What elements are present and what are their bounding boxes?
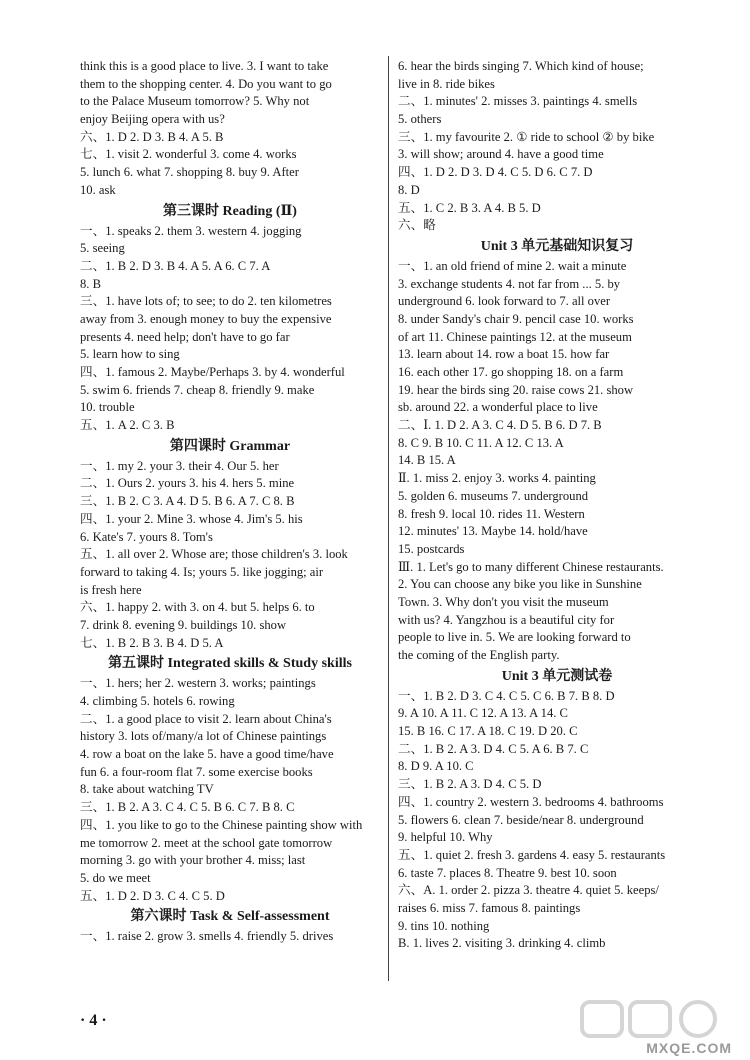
section-heading: 第五课时 Integrated skills & Study skills bbox=[108, 656, 352, 672]
answer-line: 三、1. B 2. A 3. D 4. C 5. D bbox=[398, 777, 542, 792]
answer-line: 16. each other 17. go shopping 18. on a farm bbox=[398, 365, 624, 379]
answer-line: 3. will show; around 4. have a good time bbox=[398, 147, 604, 162]
answer-line: 一、1. raise 2. grow 3. smells 4. friendly 5. drives bbox=[80, 929, 334, 944]
answer-line: me tomorrow 2. meet at the school gate tomorrow bbox=[80, 835, 333, 850]
answer-line: 10. ask bbox=[80, 182, 116, 197]
answer-line: 5. swim 6. friends 7. cheap 8. friendly 9. make bbox=[80, 382, 315, 397]
answer-line: 二、1. B 2. A 3. D 4. C 5. A 6. B 7. C bbox=[398, 741, 589, 756]
answer-line: Ⅲ. 1. Let's go to many different Chinese restaurants. bbox=[398, 559, 664, 574]
answer-line: 二、1. Ours 2. yours 3. his 4. hers 5. mine bbox=[80, 476, 295, 491]
answer-line: B. 1. lives 2. visiting 3. drinking 4. climb bbox=[398, 936, 606, 951]
answer-line: 五、1. A 2. C 3. B bbox=[80, 418, 175, 433]
answer-line: 三、1. B 2. C 3. A 4. D 5. B 6. A 7. C 8. B bbox=[80, 494, 295, 509]
answer-line: morning 3. go with your brother 4. miss; last bbox=[80, 853, 306, 868]
answer-line: history 3. lots of/many/a lot of Chinese paintings bbox=[80, 729, 327, 744]
answer-line: 2. You can choose any bike you like in Sunshine bbox=[398, 577, 642, 592]
answer-line: 六、1. happy 2. with 3. on 4. but 5. helps 6. to bbox=[80, 600, 315, 615]
answer-line: live in 8. ride bikes bbox=[398, 76, 495, 91]
answer-line: 15. B 16. C 17. A 18. C 19. D 20. C bbox=[398, 724, 578, 739]
answer-line: 4. row a boat on the lake 5. have a good time/have bbox=[80, 747, 334, 762]
answer-line: 7. drink 8. evening 9. buildings 10. show bbox=[80, 617, 287, 632]
answer-line: 9. A 10. A 11. C 12. A 13. A 14. C bbox=[398, 706, 568, 721]
answer-line: 四、1. country 2. western 3. bedrooms 4. bathrooms bbox=[398, 794, 664, 809]
answer-line: 五、1. quiet 2. fresh 3. gardens 4. easy 5. restaurants bbox=[398, 847, 666, 862]
answer-line: 8. fresh 9. local 10. rides 11. Western bbox=[398, 506, 585, 521]
answer-line: 六、A. 1. order 2. pizza 3. theatre 4. quiet 5. keeps/ bbox=[398, 883, 659, 898]
answer-line: 8. D bbox=[398, 182, 420, 197]
answer-line: 12. minutes' 13. Maybe 14. hold/have bbox=[398, 524, 588, 539]
answer-line: 8. under Sandy's chair 9. pencil case 10. works bbox=[398, 311, 634, 326]
answer-line: 三、1. have lots of; to see; to do 2. ten kilometres bbox=[80, 294, 332, 309]
section-heading: Unit 3 单元基础知识复习 bbox=[480, 238, 634, 254]
answer-line: 五、1. C 2. B 3. A 4. B 5. D bbox=[398, 200, 541, 215]
answer-line: 10. trouble bbox=[80, 400, 135, 415]
column-divider bbox=[388, 56, 389, 981]
answer-line: 5. do we meet bbox=[80, 870, 151, 885]
answer-line: 四、1. your 2. Mine 3. whose 4. Jim's 5. his bbox=[80, 511, 303, 526]
answer-line: people to live in. 5. We are looking forward to bbox=[398, 630, 631, 645]
answer-line: 四、1. D 2. D 3. D 4. C 5. D 6. C 7. D bbox=[398, 165, 593, 180]
answer-line: 8. C 9. B 10. C 11. A 12. C 13. A bbox=[398, 435, 564, 450]
section-heading: 第六课时 Task & Self-assessment bbox=[130, 909, 330, 925]
section-heading: Unit 3 单元测试卷 bbox=[501, 668, 613, 684]
answer-line: away from 3. enough money to buy the expensive bbox=[80, 311, 332, 326]
answer-line: 一、1. my 2. your 3. their 4. Our 5. her bbox=[80, 458, 279, 473]
answer-line: 15. postcards bbox=[398, 541, 465, 556]
answer-line: 5. learn how to sing bbox=[80, 347, 180, 362]
answer-line: raises 6. miss 7. famous 8. paintings bbox=[398, 900, 581, 915]
answer-line: enjoy Beijing opera with us? bbox=[80, 112, 225, 127]
answer-line: presents 4. need help; don't have to go far bbox=[80, 329, 290, 344]
answer-line: 13. learn about 14. row a boat 15. how far bbox=[398, 347, 610, 362]
answer-line: 6. taste 7. places 8. Theatre 9. best 10. soon bbox=[398, 865, 617, 880]
answer-line: 5. flowers 6. clean 7. beside/near 8. underground bbox=[398, 812, 644, 827]
answer-line: 3. exchange students 4. not far from ... 5. by bbox=[398, 276, 621, 291]
answer-line: 二、1. minutes' 2. misses 3. paintings 4. smells bbox=[398, 94, 638, 109]
answer-line: 8. B bbox=[80, 276, 101, 291]
answer-line: 5. seeing bbox=[80, 241, 125, 256]
answer-line: 二、1. a good place to visit 2. learn about China's bbox=[80, 711, 332, 726]
answer-line: 一、1. B 2. D 3. C 4. C 5. C 6. B 7. B 8. D bbox=[398, 688, 615, 703]
answer-line: is fresh here bbox=[80, 582, 142, 597]
answer-line: Ⅱ. 1. miss 2. enjoy 3. works 4. painting bbox=[398, 471, 596, 486]
answer-line: 6. hear the birds singing 7. Which kind of house; bbox=[398, 59, 644, 73]
answer-line: them to the shopping center. 4. Do you want to go bbox=[80, 76, 332, 91]
answer-line: with us? 4. Yangzhou is a beautiful city for bbox=[398, 612, 615, 627]
answer-line: 5. lunch 6. what 7. shopping 8. buy 9. After bbox=[80, 165, 299, 180]
page-number: · 4 · bbox=[80, 1012, 107, 1029]
answer-line: 9. helpful 10. Why bbox=[398, 830, 493, 845]
answer-line: underground 6. look forward to 7. all over bbox=[398, 294, 611, 309]
answer-line: 二、1. B 2. D 3. B 4. A 5. A 6. C 7. A bbox=[80, 258, 271, 273]
answer-line: 四、1. famous 2. Maybe/Perhaps 3. by 4. wonderful bbox=[80, 365, 345, 379]
answer-line: 三、1. my favourite 2. ① ride to school ② by bike bbox=[398, 129, 655, 144]
answer-line: of art 11. Chinese paintings 12. at the museum bbox=[398, 329, 632, 344]
answer-line: forward to taking 4. Is; yours 5. like jogging; air bbox=[80, 564, 324, 579]
answer-line: 8. D 9. A 10. C bbox=[398, 759, 474, 774]
answer-line: 一、1. speaks 2. them 3. western 4. jogging bbox=[80, 223, 302, 238]
answer-line: 三、1. B 2. A 3. C 4. C 5. B 6. C 7. B 8. C bbox=[80, 800, 295, 815]
answer-line: 8. take about watching TV bbox=[80, 782, 214, 797]
answer-line: 5. golden 6. museums 7. underground bbox=[398, 488, 589, 503]
answer-line: 4. climbing 5. hotels 6. rowing bbox=[80, 694, 235, 708]
answer-line: 七、1. B 2. B 3. B 4. D 5. A bbox=[80, 635, 224, 650]
answer-line: to the Palace Museum tomorrow? 5. Why not bbox=[80, 94, 310, 109]
answer-line: 六、1. D 2. D 3. B 4. A 5. B bbox=[80, 129, 224, 144]
answer-line: 五、1. all over 2. Whose are; those children's 3. look bbox=[80, 547, 348, 562]
left-column bbox=[80, 58, 380, 946]
answer-line: the coming of the English party. bbox=[398, 648, 560, 662]
answer-line: 一、1. an old friend of mine 2. wait a minute bbox=[398, 258, 627, 273]
answer-line: 六、略 bbox=[398, 218, 436, 233]
answer-line: 五、1. D 2. D 3. C 4. C 5. D bbox=[80, 888, 225, 903]
answer-line: 9. tins 10. nothing bbox=[398, 918, 490, 933]
answer-line: 14. B 15. A bbox=[398, 453, 456, 468]
answer-line: think this is a good place to live. 3. I want to take bbox=[80, 59, 329, 73]
answer-line: 一、1. hers; her 2. western 3. works; paintings bbox=[80, 676, 316, 691]
section-heading: 第三课时 Reading (Ⅱ) bbox=[163, 203, 297, 219]
answer-line: fun 6. a four-room flat 7. some exercise books bbox=[80, 764, 313, 779]
answer-line: 5. others bbox=[398, 112, 442, 127]
answer-line: 6. Kate's 7. yours 8. Tom's bbox=[80, 529, 213, 544]
answer-line: sb. around 22. a wonderful place to live bbox=[398, 400, 598, 415]
answer-line: 四、1. you like to go to the Chinese painting show with bbox=[80, 817, 363, 832]
answer-line: 19. hear the birds sing 20. raise cows 21. show bbox=[398, 382, 634, 397]
answer-line: 七、1. visit 2. wonderful 3. come 4. works bbox=[80, 147, 297, 162]
answer-line: Town. 3. Why don't you visit the museum bbox=[398, 594, 609, 609]
right-column bbox=[398, 58, 716, 953]
section-heading: 第四课时 Grammar bbox=[169, 438, 291, 454]
watermark-text: MXQE.COM bbox=[646, 1040, 732, 1056]
answer-line: 二、Ⅰ. 1. D 2. A 3. C 4. D 5. B 6. D 7. B bbox=[398, 418, 602, 433]
